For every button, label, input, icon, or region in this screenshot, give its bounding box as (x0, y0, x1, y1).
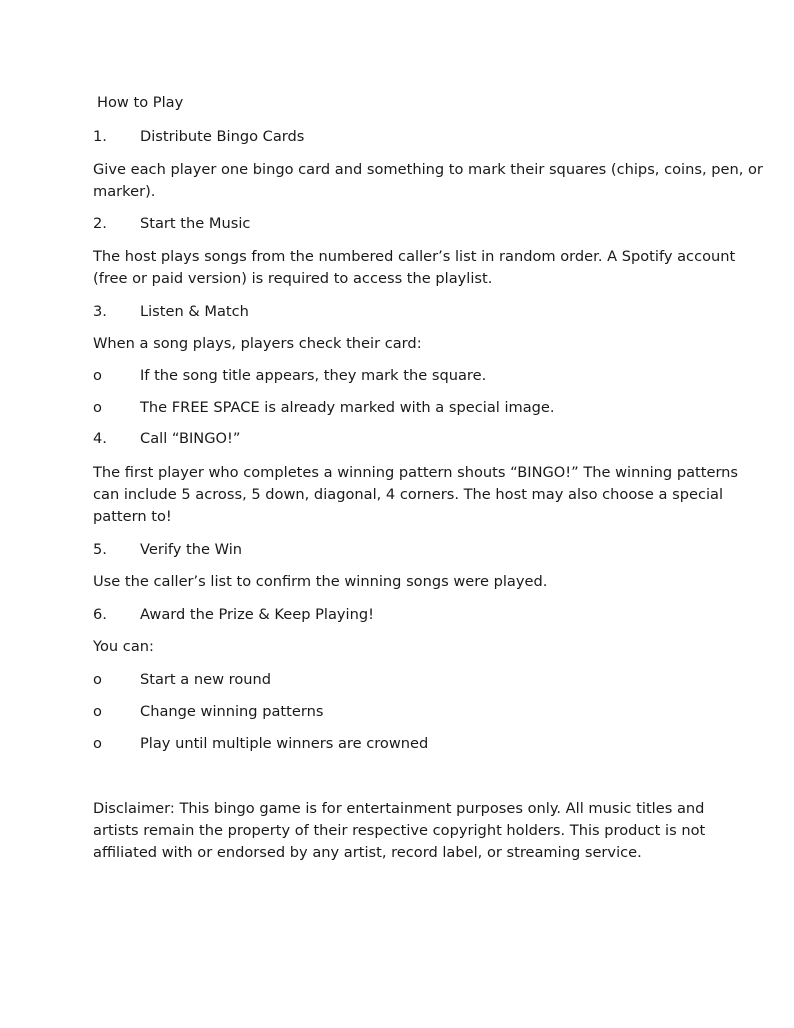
paragraph-4-line-3: pattern to! (93, 508, 172, 525)
disclaimer-line-1: Disclaimer: This bingo game is for entertainment purposes only. All music titles and (93, 800, 705, 817)
step-4-number: 4. (93, 430, 107, 447)
paragraph-3: When a song plays, players check their card: (93, 335, 422, 352)
paragraph-1-line-2: marker). (93, 183, 156, 200)
step-6-title: Award the Prize & Keep Playing! (140, 606, 374, 623)
step-6-number: 6. (93, 606, 107, 623)
bullet-text: Start a new round (140, 671, 272, 688)
step-1-title: Distribute Bingo Cards (140, 128, 305, 145)
bullet-text: Change winning patterns (140, 703, 324, 720)
paragraph-2-line-2: (free or paid version) is required to access the playlist. (93, 270, 493, 287)
bullet-marker: o (93, 703, 102, 720)
disclaimer-line-2: artists remain the property of their respective copyright holders. This product is not (93, 822, 706, 839)
step-5-number: 5. (93, 541, 107, 558)
bullet-marker: o (93, 367, 102, 384)
step-3-number: 3. (93, 303, 107, 320)
paragraph-6: You can: (93, 638, 154, 655)
step-2-title: Start the Music (140, 215, 251, 232)
disclaimer-line-3: affiliated with or endorsed by any artist, record label, or streaming service. (93, 844, 642, 861)
paragraph-1-line-1: Give each player one bingo card and something to mark their squares (chips, coins, pen, or (93, 161, 763, 178)
bullet-text: The FREE SPACE is already marked with a special image. (140, 399, 555, 416)
bullet-text: If the song title appears, they mark the square. (140, 367, 487, 384)
step-1-number: 1. (93, 128, 107, 145)
page-heading: How to Play (97, 94, 184, 111)
bullet-marker: o (93, 735, 102, 752)
step-3-title: Listen & Match (140, 303, 249, 320)
step-5-title: Verify the Win (140, 541, 243, 558)
paragraph-4-line-1: The first player who completes a winning pattern shouts “BINGO!” The winning patterns (93, 464, 739, 481)
paragraph-5: Use the caller’s list to confirm the winning songs were played. (93, 573, 548, 590)
bullet-marker: o (93, 399, 102, 416)
bullet-text: Play until multiple winners are crowned (140, 735, 429, 752)
bullet-marker: o (93, 671, 102, 688)
step-2-number: 2. (93, 215, 107, 232)
step-4-title: Call “BINGO!” (140, 430, 241, 447)
paragraph-4-line-2: can include 5 across, 5 down, diagonal, 4 corners. The host may also choose a special (93, 486, 724, 503)
paragraph-2-line-1: The host plays songs from the numbered caller’s list in random order. A Spotify account (93, 248, 736, 265)
